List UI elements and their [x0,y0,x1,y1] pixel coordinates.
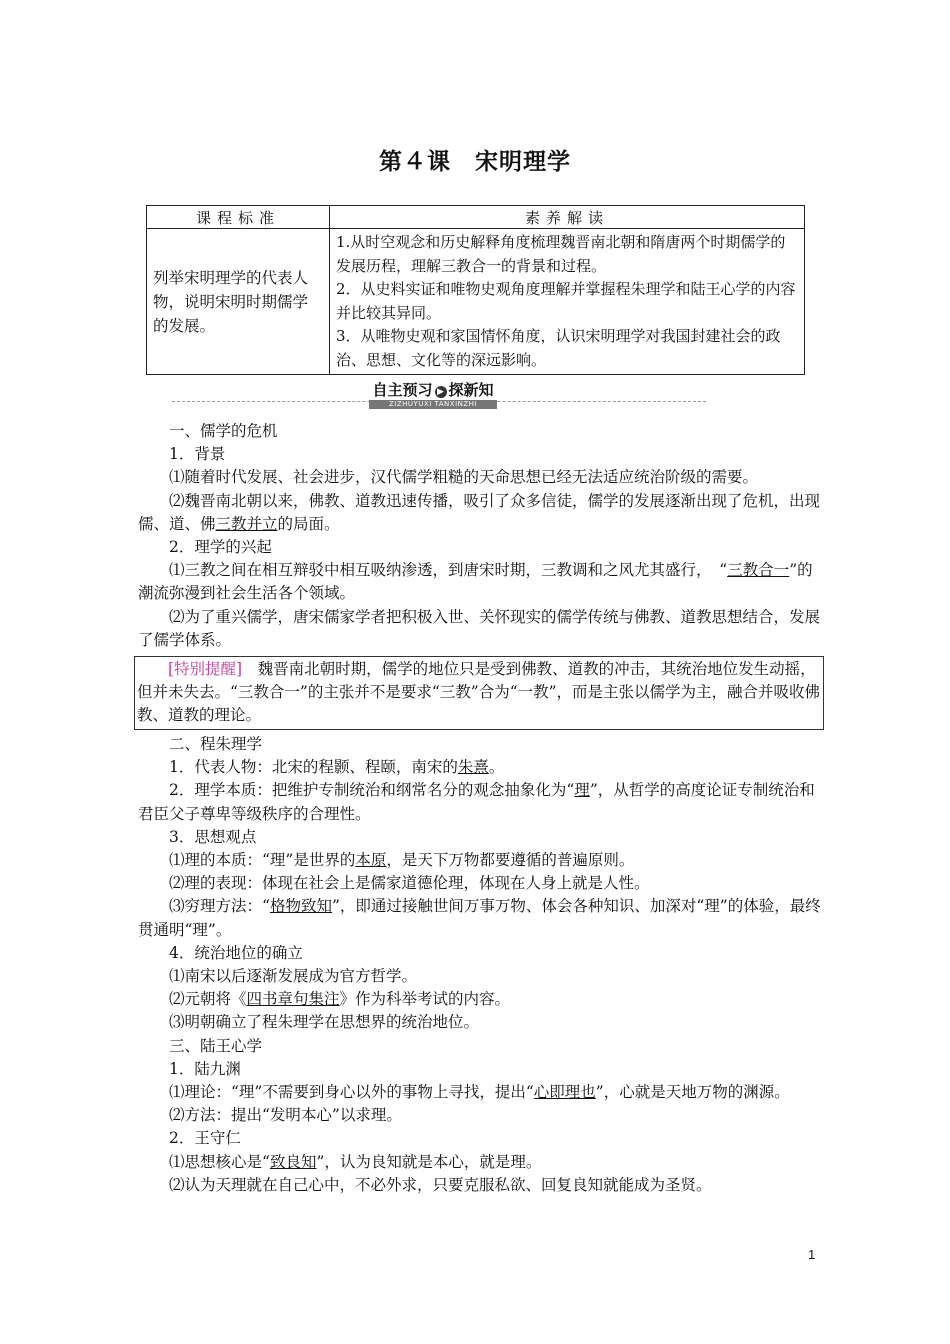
text: ⑴理的本质：“理”是世界的 [169,851,356,870]
text: ⑴三教之间在相互辩驳中相互吸纳渗透，到唐宋时期，三教调和之风尤其盛行， “ [169,561,728,580]
text: 》作为科举考试的内容。 [339,990,511,1009]
key-term: 三教并立 [215,514,278,533]
standards-table [146,205,805,375]
paragraph: ⑴南宋以后逐渐发展成为官方哲学。 [169,967,418,986]
table-header-literacy: 素养解读 [330,206,805,229]
paragraph: ⑴随着时代发展、社会进步，汉代儒学粗糙的天命思想已经无法适应统治阶级的需要。 [169,468,759,487]
paragraph [138,490,822,536]
text: ”，认为良知就是本心，就是理。 [316,1152,542,1171]
paragraph: ⑵理的表现：体现在社会上是儒家道德伦理，体现在人身上就是人性。 [169,874,650,893]
literacy-item: 3．从唯物史观和家国情怀角度，认识宋明理学对我国封建社会的政治、思想、文化等的深远影响。 [336,327,781,369]
standards-cell: 列举宋明理学的代表人物，说明宋明时期儒学的发展。 [147,229,330,375]
text: ”，心就是天地万物的渊源。 [595,1083,790,1102]
paragraph: ⑵为了重兴儒学，唐宋儒家学者把积极入世、关怀现实的儒学传统与佛教、道教思想结合，发展了儒学体系。 [138,607,821,649]
text: ⑶穷理方法：“ [169,897,270,916]
key-term: 致良知 [269,1152,317,1171]
subheading: 2．王守仁 [169,1129,241,1148]
banner-pinyin: ZIZHUYUXI TANXINZHI [369,400,497,409]
banner-title [355,381,511,399]
paragraph [138,1081,822,1104]
table-header-standards: 课程标准 [147,206,330,229]
section-heading: 三、陆王心学 [169,1036,263,1055]
key-term: 本原 [355,851,387,870]
banner-left-text: 自主预习 [372,381,433,399]
literacy-item: 2．从史料实证和唯物史观角度理解并掌握程朱理学和陆王心学的内容并比较其异同。 [336,280,796,322]
subheading: 3．思想观点 [169,827,257,846]
arrow-right-icon: ▶ [435,386,447,398]
text: ”，即通过接触世间万事万物、体会各种知识、加深对“理”的体验，最终贯通明“理”。 [138,897,821,939]
page-title: 第４课 宋明理学 [379,149,571,175]
paragraph [138,559,822,605]
banner-right-text: 探新知 [448,381,494,399]
subheading: 1．背景 [169,445,226,464]
text: 的局面。 [277,514,340,533]
key-term: 四书章句集注 [246,990,340,1009]
section-banner [0,381,950,411]
text: ⑴理论：“理”不需要到身心以外的事物上寻找，提出“ [169,1083,534,1102]
key-term: 格物致知 [269,897,332,916]
paragraph: ⑵认为天理就在自己心中，不必外求，只要克服私欲、回复良知就能成为圣贤。 [169,1175,712,1194]
reminder-tag: [特别提醒] [168,660,243,679]
literacy-item: 1.从时空观念和历史解释角度梳理魏晋南北朝和隋唐两个时期儒学的发展历程，理解三教合一的背景和过程。 [336,233,786,275]
text: ⑵魏晋南北朝以来，佛教、道教迅速传播，吸引了众多信徒，儒学的发展逐渐出现了危机，出现儒、道、佛 [138,491,821,533]
paragraph [138,1151,822,1174]
subheading: 1．陆九渊 [169,1059,241,1078]
paragraph [138,988,822,1011]
text: 2．理学本质：把维护专制统治和纲常名分的观念抽象化为“ [169,781,575,800]
text: ⑵元朝将《 [169,990,247,1009]
text: ⑴思想核心是“ [169,1152,270,1171]
paragraph [138,849,822,872]
paragraph [138,779,822,825]
subheading: 4．统治地位的确立 [169,943,303,962]
paragraph: ⑶明朝确立了程朱理学在思想界的统治地位。 [169,1013,480,1032]
key-term: 三教合一 [727,561,790,580]
subheading: 2．理学的兴起 [169,538,272,557]
paragraph [138,895,822,941]
text: ，是天下万物都要遵循的普遍原则。 [386,851,635,870]
literacy-cell [330,229,805,375]
reminder-text: 魏晋南北朝时期，儒学的地位只是受到佛教、道教的冲击，其统治地位发生动摇，但并未失去。“三教合一”的主张并不是要求“三教”合为“一教”，而是主张以儒学为主，融合并吸收佛教、道教的理论。 [137,660,821,725]
main-content [138,420,822,1197]
paragraph [138,756,822,779]
special-reminder-box [134,656,824,730]
text: ”，从哲学的高度论证专制统治和君臣父子尊卑等级秩序的合理性。 [138,781,815,823]
text: ”的潮流弥漫到社会生活各个领域。 [138,561,813,603]
key-term: 心即理也 [533,1083,596,1102]
key-term: 朱熹 [457,758,489,777]
key-term: 理 [574,781,590,800]
page-number: 1 [808,1247,816,1262]
text: 1．代表人物：北宋的程颢、程颐，南宋的 [169,758,458,777]
paragraph: ⑵方法：提出“发明本心”以求理。 [169,1106,402,1125]
section-heading: 二、程朱理学 [169,735,263,754]
section-heading: 一、儒学的危机 [169,422,278,440]
text: 。 [488,758,505,777]
